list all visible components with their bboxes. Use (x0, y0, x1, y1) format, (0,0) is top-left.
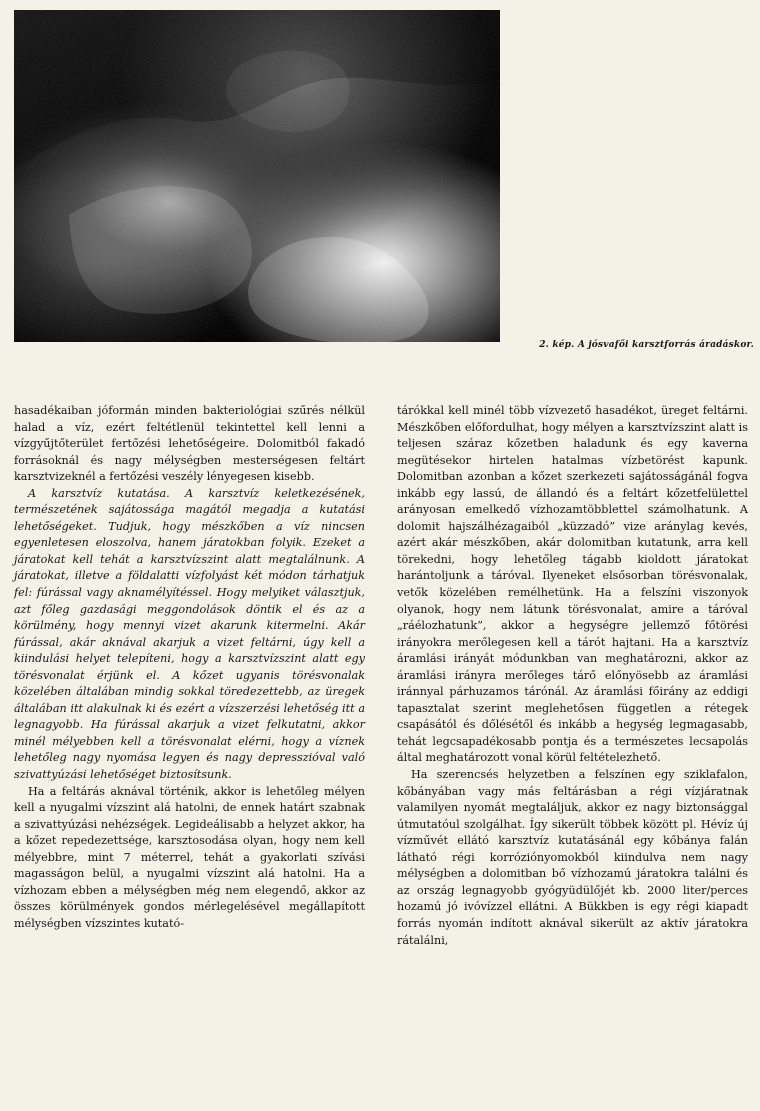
karst-spring-photo (14, 10, 500, 342)
right-paragraph-2: Ha szerencsés helyzetben a felszínen egy sziklafalon, kőbányában vagy más feltárásban a régi vízjáratnak valamilyen nyomát megtaláljuk, akkor ez nagy biztonsággal útmutatóul szolgálhat. Így sikerült többek között pl. Hévíz új vízművét ellátó karsztvíz kutatásánál egy kőbánya falán látható régi korróziónyomokból kiindulva nem nagy mélységben a dolomitban bő vízhozamú járatokra találni és az ország legnagyobb gyógyüdülőjét kb. 2000 liter/perces hozamú jó ivóvízzel ellátni. A Bükkben is egy régi kiapadt forrás nyomán indított aknával sikerült az aktív járatokra rátalálni, (397, 768, 748, 947)
left-paragraph-1: hasadékaiban jóformán minden bakteriológiai szűrés nélkül halad a víz, ezért feltétlenül tekintettel kell lenni a vízgyűjtőterület fertőzési lehetőségeire. Dolomitból fakadó forrásoknál és nagy mélységben mesterségesen feltárt karsztvizeknél a fertőzési veszély lényegesen kisebb. (14, 404, 365, 484)
right-paragraph-1: tárókkal kell minél több vízvezető hasadékot, üreget feltárni. Mészkőben előfordulhat, hogy mélyen a karsztvízszint alatt is teljesen száraz kőzetben haladunk és egy kaverna megütésekor hirtelen hatalmas vízbetörést kapunk. Dolomitban azonban a kőzet szerkezeti sajátosságánál fogva inkább egy lassú, de állandó és a feltárt kőzetfelülettel arányosan emelkedő vízhozamtöbblettel számolhatunk. A dolomit hajszálhézagaiból „küzzadó” vize aránylag kevés, azért akár mészkőben, akár dolomitban kutatunk, arra kell törekedni, hogy lehetőleg tágabb kioldott járatokat harántoljunk a táróval. Ilyeneket elsősorban törésvonalak, vetők közelében remélhetünk. Ha a felszíni viszonyok olyanok, hogy nem látunk törésvonalat, amire a táróval „ráélozhatunk”, akkor a hegységre jellemző főtörési irányokra merőlegesen kell a tárót hajtani. Ha a karsztvíz áramlási irányát módunkban van meghatározni, akkor az áramlási irányra merőleges tárő előnyösebb az áramlási iránnyal párhuzamos tárónál. Az áramlási főirány az eddigi tapasztalat szerint meglehetősen független a rétegek csapásától és dőlésétől és inkább a hegység legmagasabb, tehát legcsapadékosabb pontja és a természetes lecsapolás által meghatározott vonal körül feltételezhető. (397, 404, 748, 765)
left-paragraph-2: A karsztvíz kutatása. A karsztvíz keletkezésének, természetének sajátossága magától megadja a kutatási lehetőségeket. Tudjuk, hogy mészkőben a víz nincsen egyenletesen eloszolva, hanem járatokban folyik. Ezeket a járatokat kell tehát a karsztvízszint alatt megtalálnunk. A járatokat, illetve a földalatti vízfolyást két módon tárhatjuk fel: fúrással vagy aknamélyítéssel. Hogy melyiket választjuk, azt főleg gazdasági meggondolások döntik el és az a körülmény, hogy mennyi vizet akarunk kitermelni. Akár fúrással, akár aknával akarjuk a vizet feltárni, úgy kell a kiindulási helyet telepíteni, hogy a karsztvízszint alatt egy törésvonalat érjünk el. A kőzet ugyanis törésvonalak közelében általában mindig sokkal töredezettebb, az üregek általában itt alakulnak ki és ezért a vízszerzési lehetőség itt a legnagyobb. Ha fúrással akarjuk a vizet felkutatni, akkor minél mélyebben kell a törésvonalat elérni, hogy a víznek lehetőleg nagy nyomása legyen és nagy depresszióval való szivattyúzási lehetőséget biztosítsunk. (14, 486, 365, 782)
photo-caption: 2. kép. A jósvafői karsztforrás áradáskor. (539, 340, 754, 350)
left-text-column (14, 403, 365, 933)
photo-overlay (14, 10, 500, 342)
left-paragraph-3: Ha a feltárás aknával történik, akkor is lehetőleg mélyen kell a nyugalmi vízszint alá hatolni, de ennek határt szabnak a szivattyúzási nehézségek. Legideálisabb a helyzet akkor, ha a kőzet repedezettsége, karsztosodása olyan, hogy nem kell mélyebbre, mint 7 méterrel, tehát a gyakorlati szívási magasságon belül, a nyugalmi vízszint alá hatolni. Ha a vízhozam ebben a mélységben még nem elegendő, akkor az összes körülmények gondos mérlegelésével megállapított mélységben vízszintes kutató- (14, 784, 365, 930)
right-text-column (397, 403, 748, 949)
